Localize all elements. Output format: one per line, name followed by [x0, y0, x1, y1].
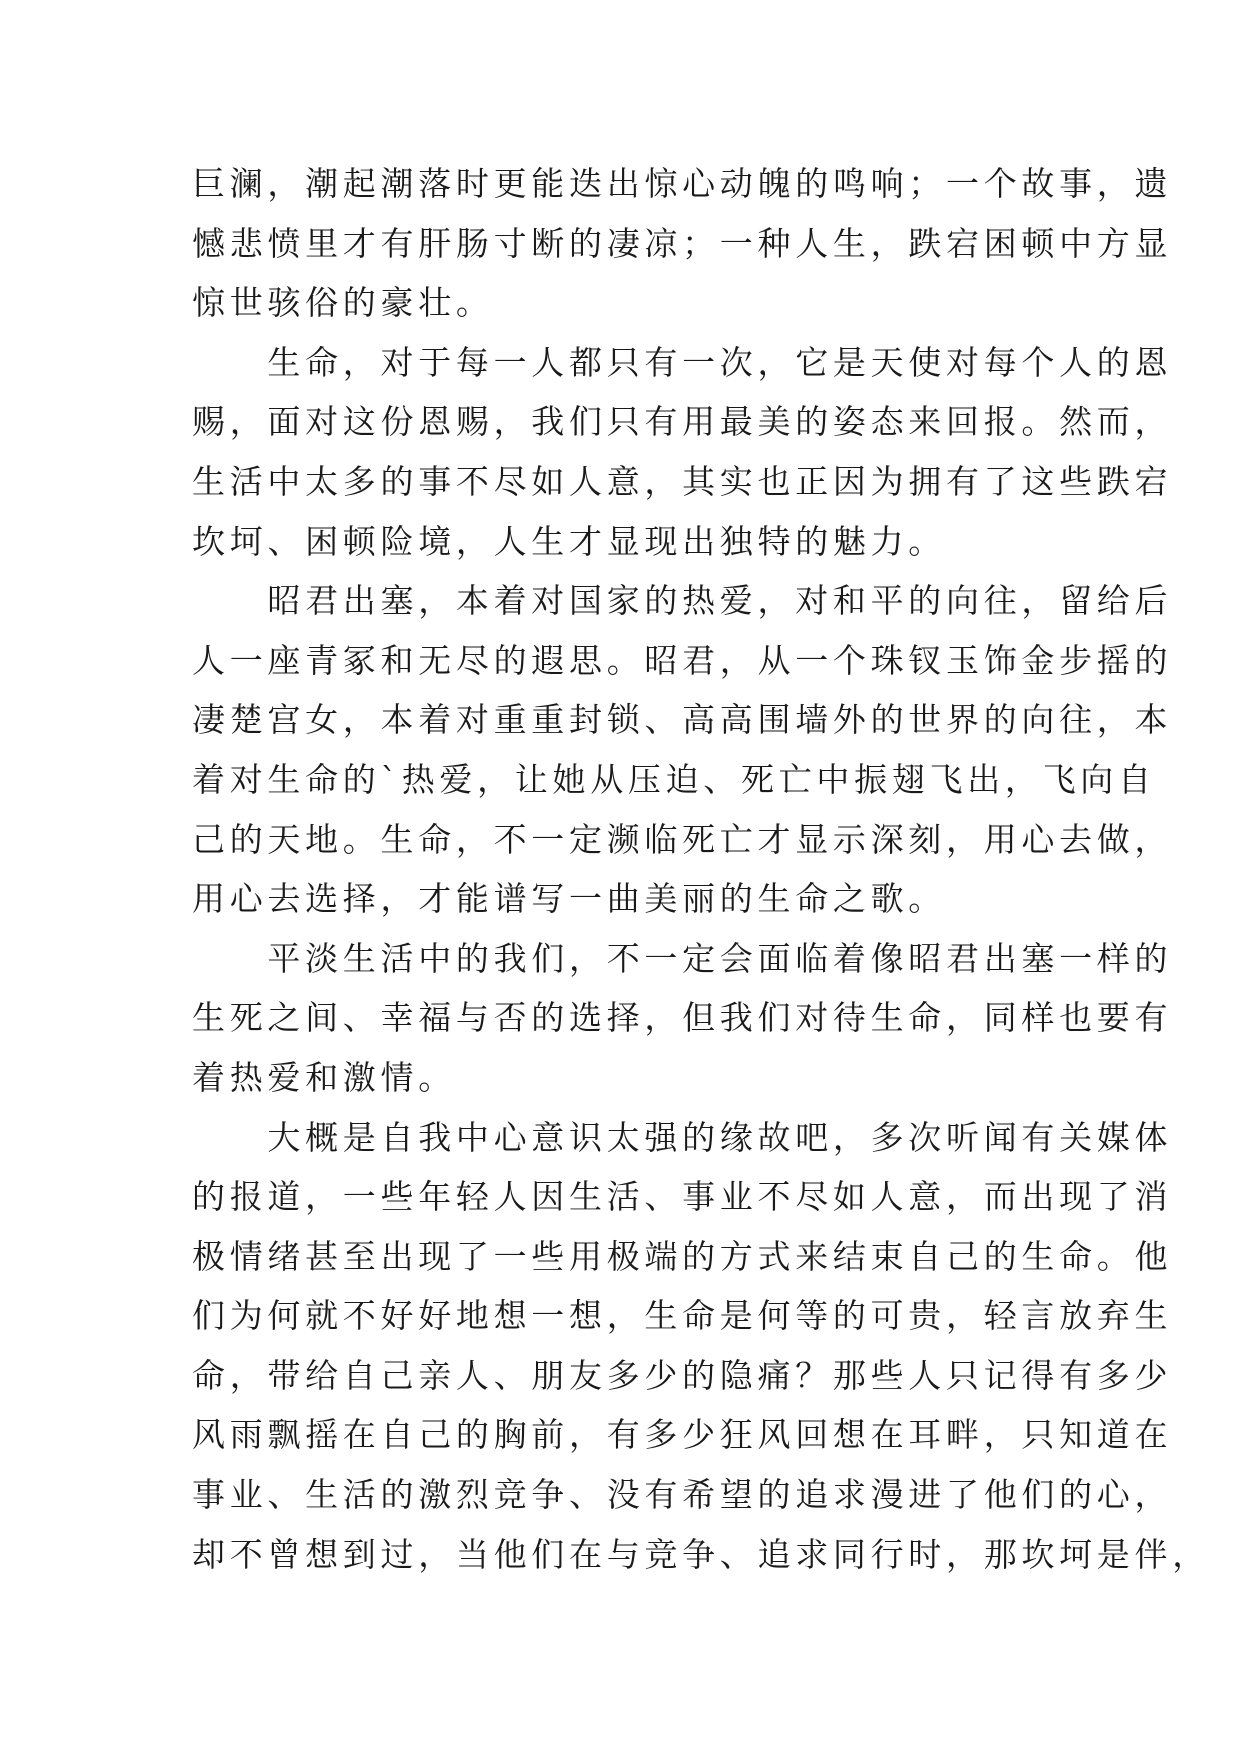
text-line: 昭君出塞，本着对国家的热爱，对和平的向往，留给后 — [192, 581, 1173, 621]
paragraph-1 — [192, 154, 1173, 333]
text-line: 事业、生活的激烈竞争、没有希望的追求漫进了他们的心， — [192, 1475, 1173, 1515]
text-line: 赐，面对这份恩赐，我们只有用最美的姿态来回报。然而， — [192, 402, 1173, 442]
text-line: 人一座青冢和无尽的遐思。昭君，从一个珠钗玉饰金步摇的 — [192, 640, 1173, 680]
paragraph-5 — [192, 1108, 1210, 1585]
text-line: 们为何就不好好地想一想，生命是何等的可贵，轻言放弃生 — [192, 1296, 1173, 1336]
paragraph-3 — [192, 571, 1173, 929]
text-line: 极情绪甚至出现了一些用极端的方式来结束自己的生命。他 — [192, 1236, 1173, 1276]
text-line: 凄楚宫女，本着对重重封锁、高高围墙外的世界的向往，本 — [192, 700, 1173, 740]
text-line: 用心去选择，才能谱写一曲美丽的生命之歌。 — [192, 879, 946, 919]
text-line: 己的天地。生命，不一定濒临死亡才显示深刻，用心去做， — [192, 819, 1173, 859]
text-line: 生死之间、幸福与否的选择，但我们对待生命，同样也要有 — [192, 998, 1173, 1038]
text-line: 生活中太多的事不尽如人意，其实也正因为拥有了这些跌宕 — [192, 461, 1173, 501]
text-line: 憾悲愤里才有肝肠寸断的凄凉；一种人生，跌宕困顿中方显 — [192, 223, 1173, 263]
text-line: 着热爱和激情。 — [192, 1057, 456, 1097]
text-line: 着对生命的`热爱，让她从压迫、死亡中振翅飞出，飞向自 — [192, 759, 1156, 799]
text-line: 的报道，一些年轻人因生活、事业不尽如人意，而出现了消 — [192, 1177, 1173, 1217]
text-line: 巨澜，潮起潮落时更能迭出惊心动魄的鸣响；一个故事，遗 — [192, 164, 1173, 203]
paragraph-2 — [192, 333, 1173, 571]
text-line: 生命，对于每一人都只有一次，它是天使对每个人的恩 — [192, 342, 1173, 382]
text-line: 却不曾想到过，当他们在与竞争、追求同行时，那坎坷是伴， — [192, 1534, 1210, 1574]
paragraph-4 — [192, 929, 1173, 1108]
text-line: 惊世骇俗的豪壮。 — [192, 283, 494, 323]
text-line: 命，带给自己亲人、朋友多少的隐痛？那些人只记得有多少 — [192, 1355, 1173, 1395]
text-line: 平淡生活中的我们，不一定会面临着像昭君出塞一样的 — [192, 938, 1173, 978]
text-line: 风雨飘摇在自己的胸前，有多少狂风回想在耳畔，只知道在 — [192, 1415, 1173, 1455]
article-body — [192, 154, 1210, 1584]
text-line: 坎坷、困顿险境，人生才显现出独特的魅力。 — [192, 521, 946, 561]
text-line: 大概是自我中心意识太强的缘故吧，多次听闻有关媒体 — [192, 1117, 1173, 1157]
